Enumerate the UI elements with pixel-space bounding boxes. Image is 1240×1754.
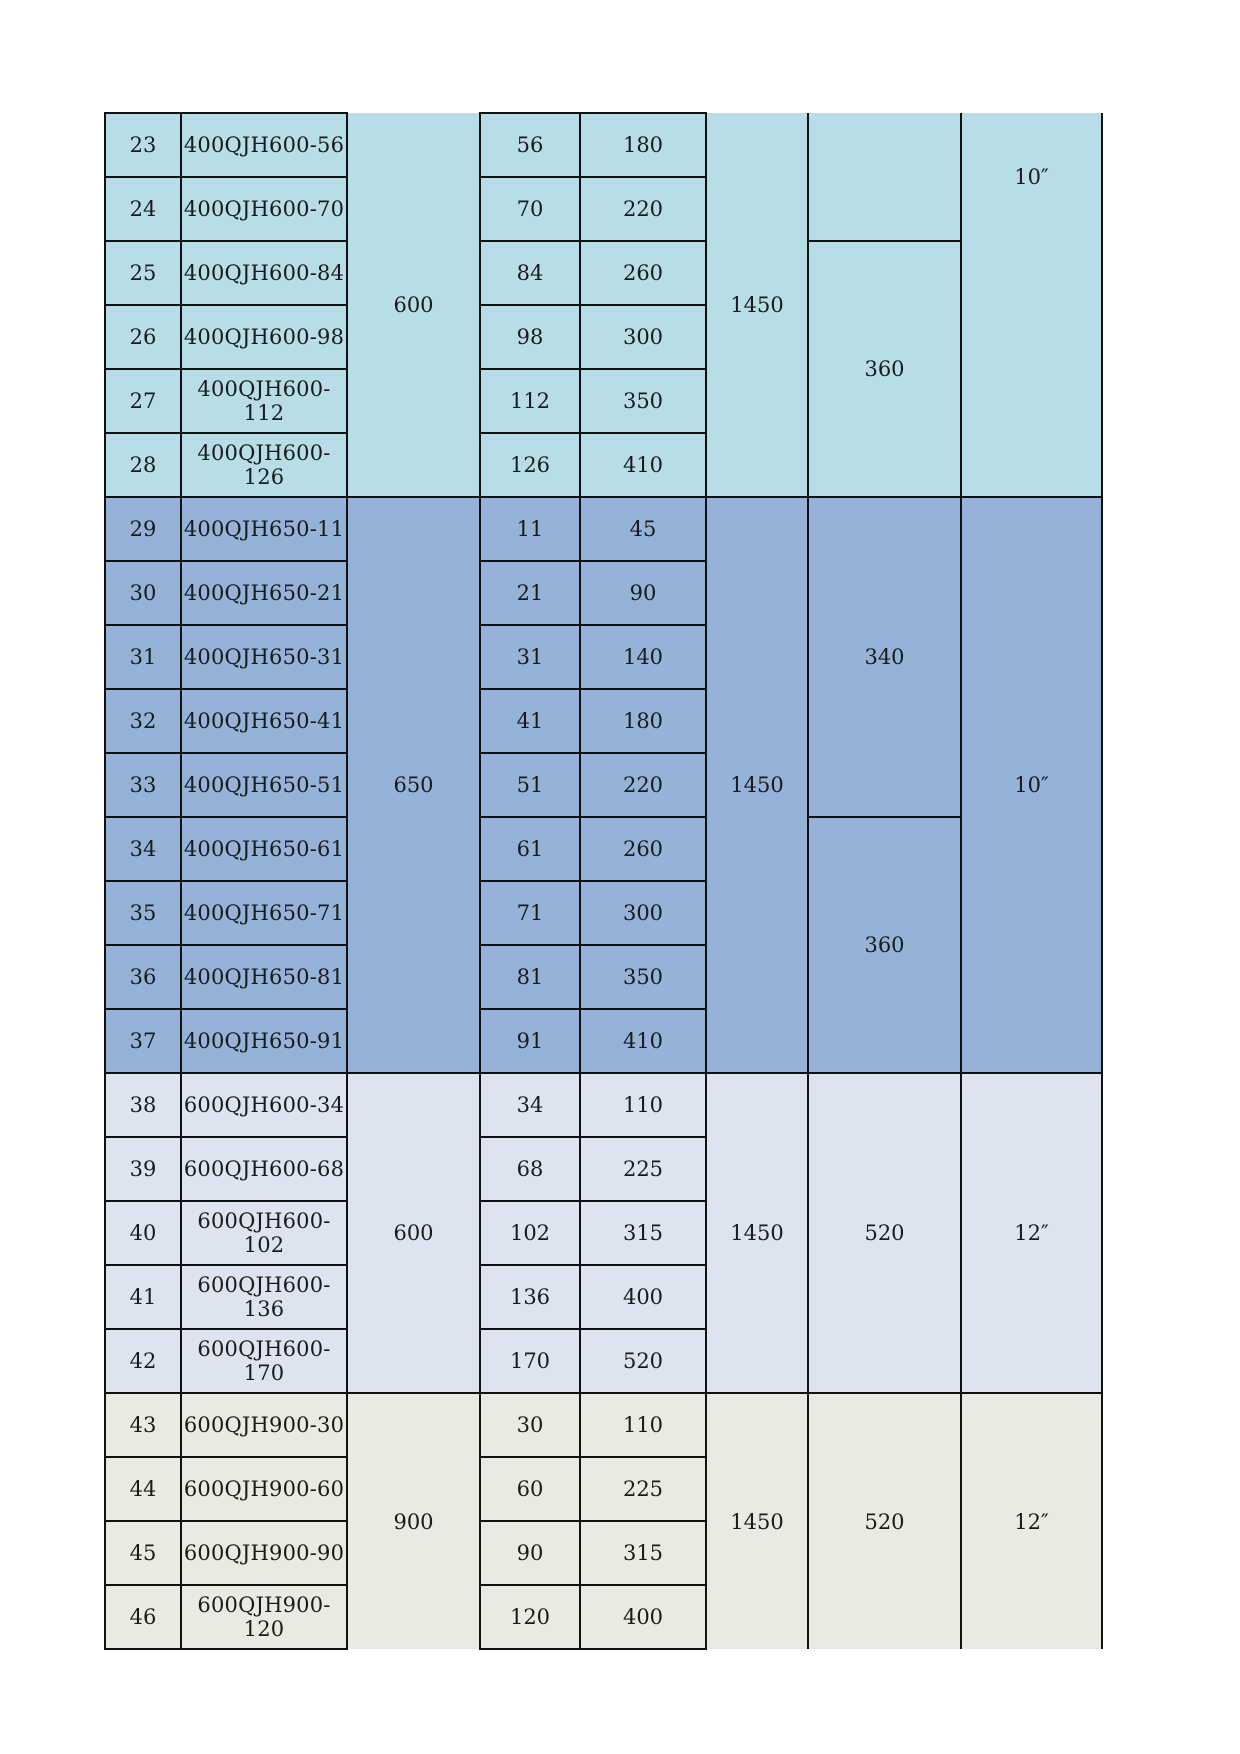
row-number: 36: [105, 945, 181, 1009]
model-cell: 400QJH650-11: [181, 497, 347, 561]
model-cell: 400QJH600-56: [181, 113, 347, 177]
size-cell: 10″: [961, 497, 1102, 1073]
size-cell: 12″: [961, 1073, 1102, 1393]
flow-cell: 650: [347, 497, 480, 1073]
model-cell: 600QJH900-90: [181, 1521, 347, 1585]
row-number: 37: [105, 1009, 181, 1073]
head-cell: 71: [480, 881, 580, 945]
row-number: 43: [105, 1393, 181, 1457]
head-cell: 34: [480, 1073, 580, 1137]
model-cell: 600QJH600-68: [181, 1137, 347, 1201]
flow-cell: 900: [347, 1393, 480, 1649]
power-cell: 220: [580, 753, 706, 817]
model-cell: 600QJH600-170: [181, 1329, 347, 1393]
outlet-cell: 520: [808, 1393, 961, 1649]
head-cell: 21: [480, 561, 580, 625]
head-cell: 120: [480, 1585, 580, 1649]
size-cell-blank: [961, 241, 1102, 497]
power-cell: 225: [580, 1137, 706, 1201]
power-cell: 520: [580, 1329, 706, 1393]
size-cell: 12″: [961, 1393, 1102, 1649]
row-number: 27: [105, 369, 181, 433]
power-cell: 140: [580, 625, 706, 689]
row-number: 42: [105, 1329, 181, 1393]
row-number: 26: [105, 305, 181, 369]
speed-cell: 1450: [706, 113, 808, 497]
head-cell: 70: [480, 177, 580, 241]
power-cell: 350: [580, 945, 706, 1009]
table-row: [105, 241, 1102, 305]
row-number: 30: [105, 561, 181, 625]
model-cell: 400QJH650-91: [181, 1009, 347, 1073]
row-number: 34: [105, 817, 181, 881]
row-number: 24: [105, 177, 181, 241]
power-cell: 300: [580, 881, 706, 945]
power-cell: 410: [580, 433, 706, 497]
speed-cell: 1450: [706, 1393, 808, 1649]
head-cell: 30: [480, 1393, 580, 1457]
power-cell: 180: [580, 689, 706, 753]
power-cell: 315: [580, 1521, 706, 1585]
model-cell: 400QJH650-41: [181, 689, 347, 753]
table-row: [105, 1073, 1102, 1137]
power-cell: 110: [580, 1073, 706, 1137]
head-cell: 60: [480, 1457, 580, 1521]
head-cell: 102: [480, 1201, 580, 1265]
size-cell: 10″: [961, 113, 1102, 241]
outlet-cell: 360: [808, 241, 961, 497]
flow-cell: 600: [347, 1073, 480, 1393]
power-cell: 45: [580, 497, 706, 561]
head-cell: 126: [480, 433, 580, 497]
head-cell: 51: [480, 753, 580, 817]
model-cell: 600QJH600-102: [181, 1201, 347, 1265]
speed-cell: 1450: [706, 1073, 808, 1393]
row-number: 38: [105, 1073, 181, 1137]
power-cell: 400: [580, 1265, 706, 1329]
table-row: [105, 497, 1102, 561]
row-number: 33: [105, 753, 181, 817]
power-cell: 315: [580, 1201, 706, 1265]
head-cell: 98: [480, 305, 580, 369]
head-cell: 170: [480, 1329, 580, 1393]
row-number: 35: [105, 881, 181, 945]
row-number: 46: [105, 1585, 181, 1649]
model-cell: 600QJH600-136: [181, 1265, 347, 1329]
head-cell: 41: [480, 689, 580, 753]
power-cell: 220: [580, 177, 706, 241]
row-number: 31: [105, 625, 181, 689]
model-cell: 400QJH650-21: [181, 561, 347, 625]
row-number: 44: [105, 1457, 181, 1521]
model-cell: 600QJH900-60: [181, 1457, 347, 1521]
head-cell: 81: [480, 945, 580, 1009]
model-cell: 600QJH600-34: [181, 1073, 347, 1137]
pump-spec-table: [104, 112, 1103, 1650]
head-cell: 11: [480, 497, 580, 561]
power-cell: 300: [580, 305, 706, 369]
table-row: [105, 1393, 1102, 1457]
power-cell: 180: [580, 113, 706, 177]
row-number: 25: [105, 241, 181, 305]
outlet-cell: 520: [808, 1073, 961, 1393]
model-cell: 400QJH650-31: [181, 625, 347, 689]
power-cell: 90: [580, 561, 706, 625]
row-number: 29: [105, 497, 181, 561]
power-cell: 410: [580, 1009, 706, 1073]
power-cell: 260: [580, 817, 706, 881]
head-cell: 90: [480, 1521, 580, 1585]
head-cell: 31: [480, 625, 580, 689]
model-cell: 400QJH650-61: [181, 817, 347, 881]
head-cell: 136: [480, 1265, 580, 1329]
model-cell: 600QJH900-120: [181, 1585, 347, 1649]
row-number: 28: [105, 433, 181, 497]
head-cell: 56: [480, 113, 580, 177]
speed-cell: 1450: [706, 497, 808, 1073]
model-cell: 400QJH600-98: [181, 305, 347, 369]
row-number: 40: [105, 1201, 181, 1265]
outlet-cell: 360: [808, 817, 961, 1073]
power-cell: 400: [580, 1585, 706, 1649]
row-number: 32: [105, 689, 181, 753]
power-cell: 350: [580, 369, 706, 433]
power-cell: 110: [580, 1393, 706, 1457]
model-cell: 400QJH650-81: [181, 945, 347, 1009]
row-number: 39: [105, 1137, 181, 1201]
model-cell: 400QJH650-51: [181, 753, 347, 817]
row-number: 23: [105, 113, 181, 177]
model-cell: 400QJH600-84: [181, 241, 347, 305]
outlet-cell: [808, 113, 961, 241]
head-cell: 84: [480, 241, 580, 305]
head-cell: 68: [480, 1137, 580, 1201]
row-number: 41: [105, 1265, 181, 1329]
model-cell: 400QJH600-70: [181, 177, 347, 241]
power-cell: 260: [580, 241, 706, 305]
row-number: 45: [105, 1521, 181, 1585]
head-cell: 112: [480, 369, 580, 433]
outlet-cell: 340: [808, 497, 961, 817]
flow-cell: 600: [347, 113, 480, 497]
model-cell: 400QJH650-71: [181, 881, 347, 945]
model-cell: 400QJH600-126: [181, 433, 347, 497]
model-cell: 600QJH900-30: [181, 1393, 347, 1457]
power-cell: 225: [580, 1457, 706, 1521]
head-cell: 91: [480, 1009, 580, 1073]
model-cell: 400QJH600-112: [181, 369, 347, 433]
head-cell: 61: [480, 817, 580, 881]
table-row: [105, 113, 1102, 177]
table-row: [105, 817, 1102, 881]
